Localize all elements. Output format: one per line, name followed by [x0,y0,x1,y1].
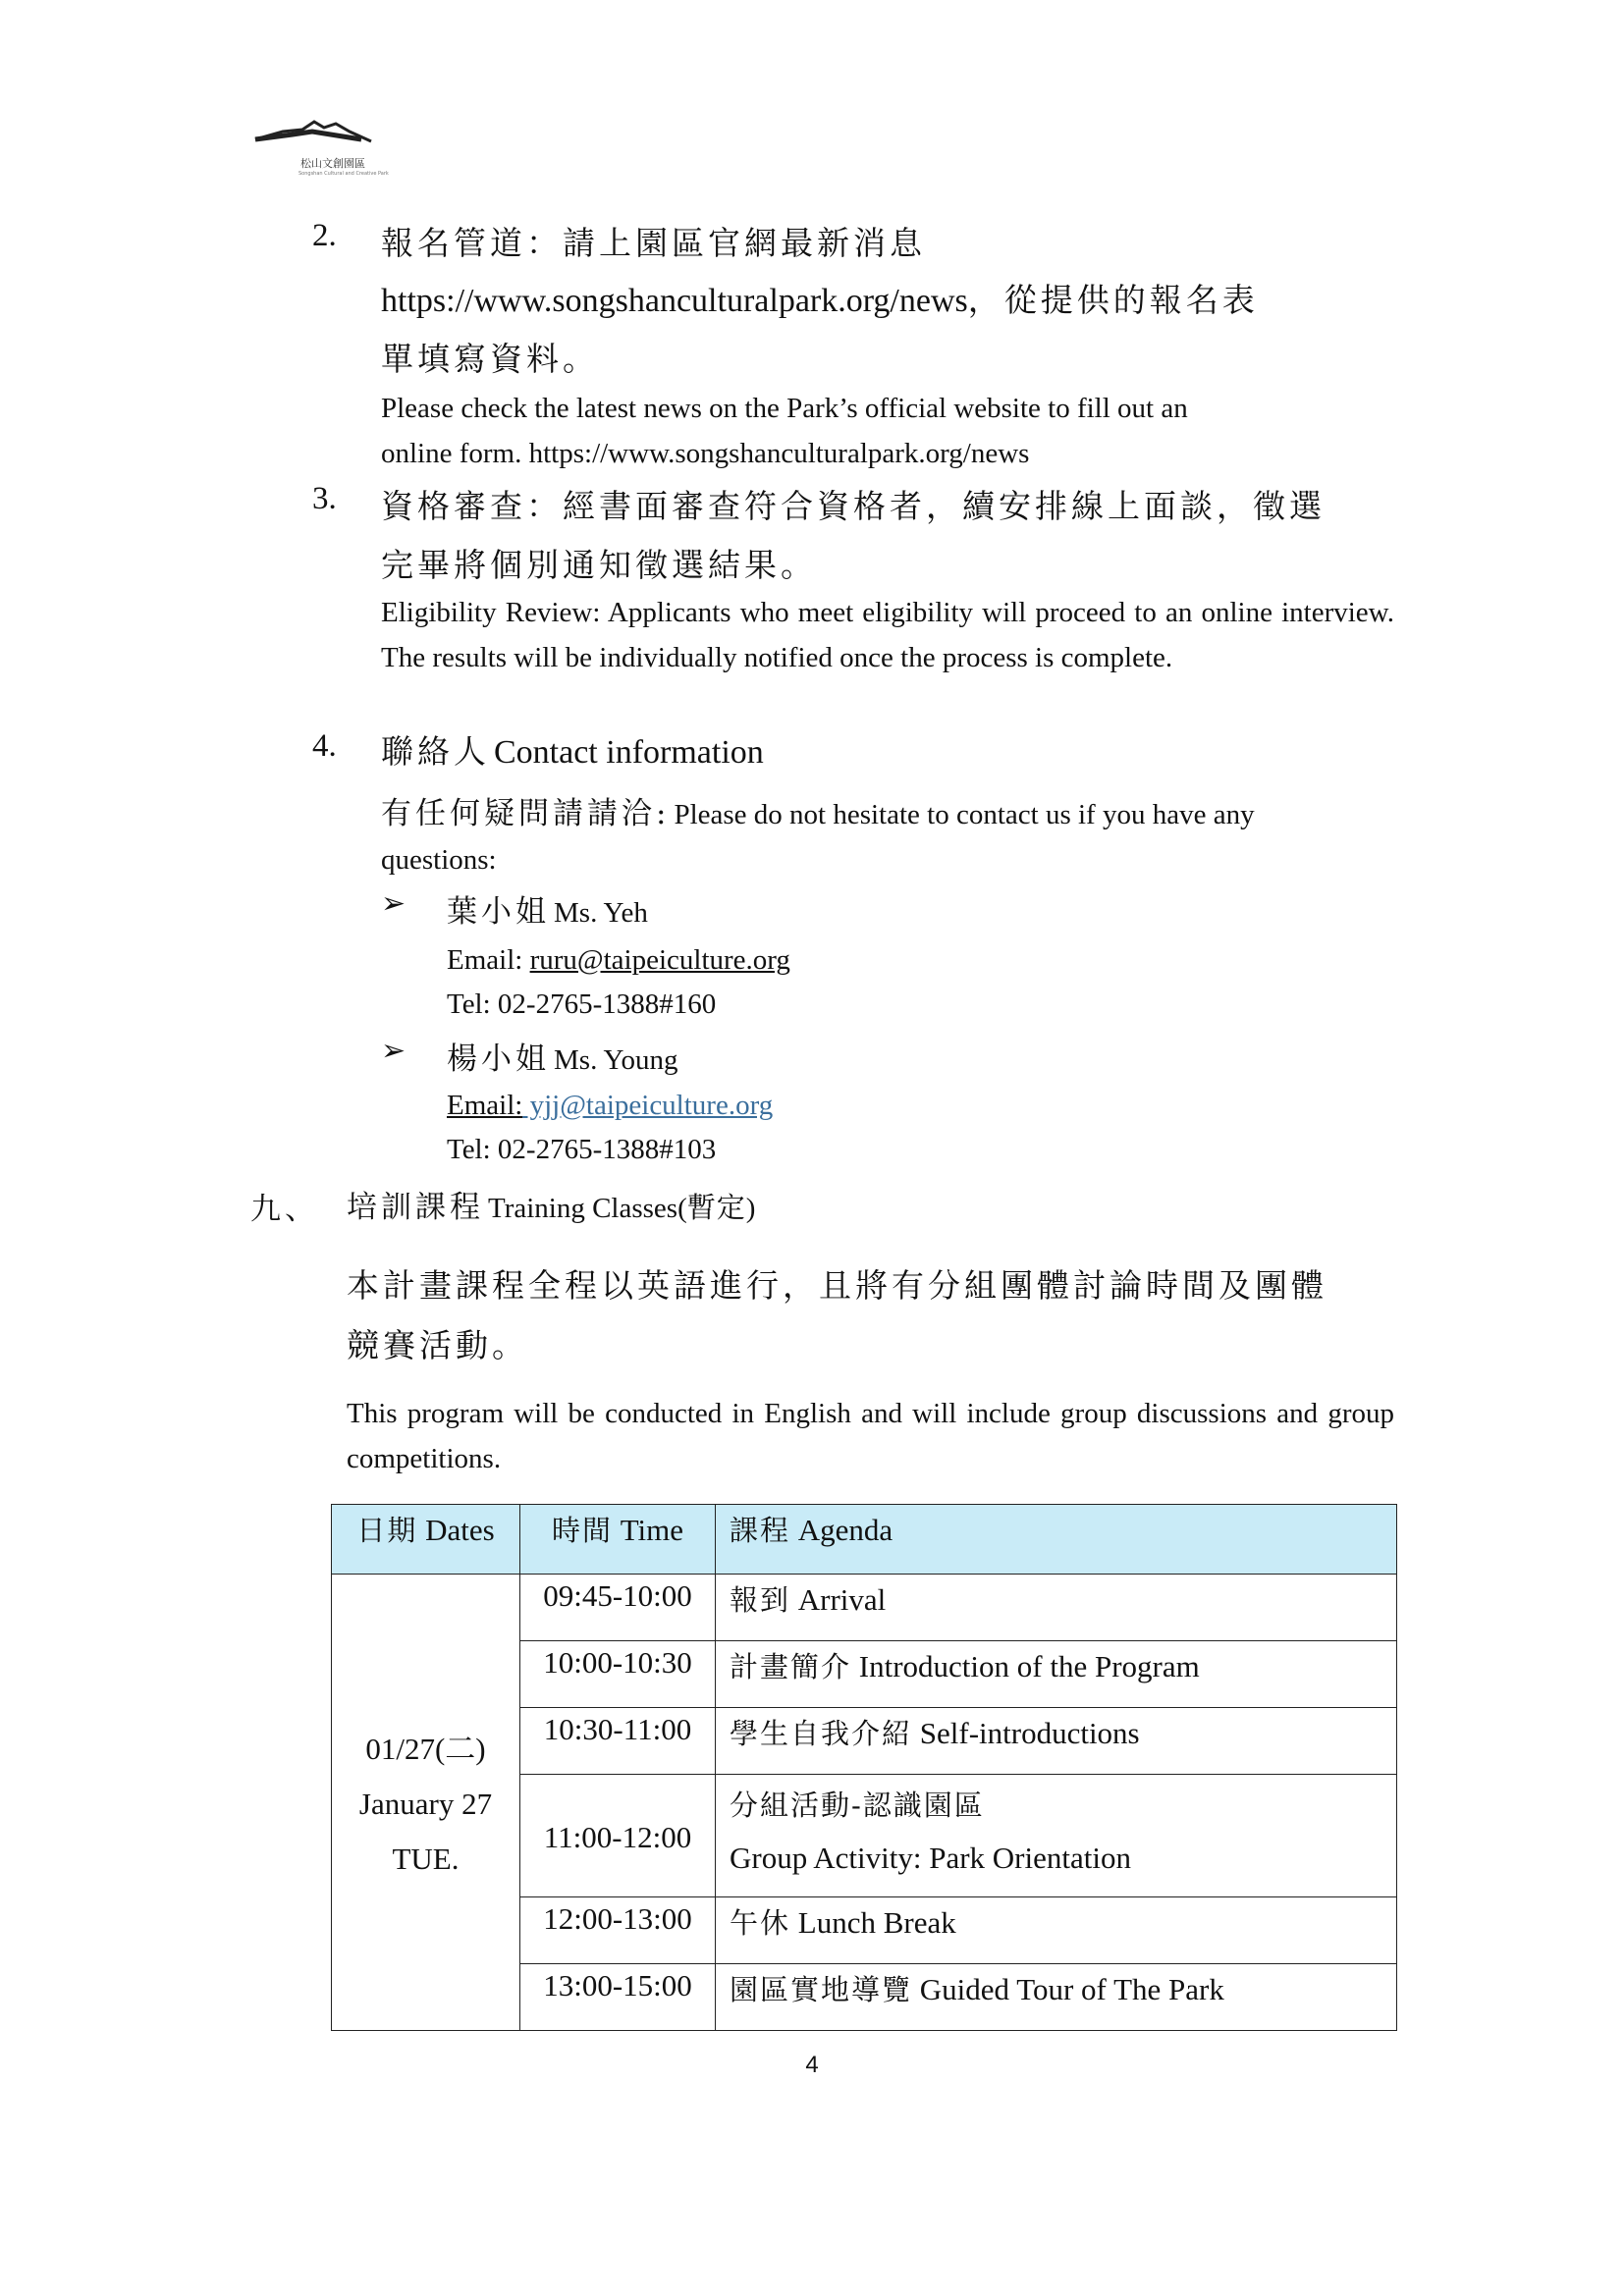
item2-number: 2. [312,218,337,253]
contact2-email-line [447,1083,773,1128]
agenda-zh: 分組活動-認識園區 [730,1789,985,1822]
item2-url-line [381,275,1259,321]
section9-title-tentative: 暫定 [686,1191,746,1224]
mountain-roof-icon [253,118,381,153]
date-cell [332,1575,520,2031]
item4-title-zh: 聯絡人 [381,732,490,771]
section9-para-zh-line1: 本計畫課程全程以英語進行，且將有分組團體討論時間及團體 [347,1266,1327,1305]
contact1-name-zh: 葉小姐 [447,894,550,930]
item2-url-line-zh: ，從提供的報名表 [967,281,1259,319]
contact1-bullet: ➢ [381,887,406,920]
contact2-name-zh: 楊小姐 [447,1041,550,1077]
time-cell: 10:30-11:00 [520,1708,716,1775]
time-cell: 11:00-12:00 [520,1775,716,1897]
item4-intro-en2: questions: [381,844,497,876]
agenda-cell: 計畫簡介 Introduction of the Program [716,1641,1397,1708]
item4-intro-en: Please do not hesitate to contact us if you have any [674,799,1255,830]
contact2-bullet: ➢ [381,1035,406,1067]
time-cell: 12:00-13:00 [520,1897,716,1964]
item4-number: 4. [312,728,337,764]
agenda-cell: 園區實地導覽 Guided Tour of The Park [716,1964,1397,2031]
agenda-en: Group Activity: Park Orientation [730,1841,1131,1875]
header-agenda: 課程 Agenda [716,1505,1397,1575]
item4-title-en: Contact information [494,734,764,771]
time-cell: 09:45-10:00 [520,1575,716,1641]
agenda-table [331,1504,1397,2031]
contact1-name [447,886,648,935]
page-number: 4 [805,2052,819,2078]
time-cell: 13:00-15:00 [520,1964,716,2031]
agenda-cell: 學生自我介紹 Self-introductions [716,1708,1397,1775]
contact1-name-en: Ms. Yeh [554,897,648,929]
section9-para-en: This program will be conducted in English and will include group discussions and group competitions. [347,1398,1394,1474]
section9-para-zh-line2: 競賽活動。 [347,1326,528,1364]
item2-en-line2: online form. https://www.songshanculturalpark.org/news [381,438,1030,469]
contact1-email-line [447,937,790,983]
item2-title: 報名管道：請上園區官網最新消息 [381,224,926,262]
contact2-email-label: Email: [447,1090,523,1121]
logo-text: 松山文創園區 [300,157,365,170]
item2-line3: 單填寫資料。 [381,340,599,378]
agenda-cell [716,1775,1397,1897]
section9-number: 九、 [250,1192,319,1227]
table-header-row [332,1505,1397,1575]
item4-intro-zh: 有任何疑問請請洽: [381,796,671,831]
contact2-name-en: Ms. Young [554,1044,678,1076]
contact1-tel: Tel: 02-2765-1388#160 [447,988,717,1020]
date-line1: 01/27(二) [365,1732,486,1766]
contact1-email-label: Email: [447,944,523,976]
time-cell: 10:00-10:30 [520,1641,716,1708]
section9-title-en: Training Classes( [488,1193,687,1224]
item4-intro [381,788,1255,837]
item2-en-line1: Please check the latest news on the Park’s official website to fill out an [381,393,1188,424]
section9-title-close: ) [745,1193,756,1224]
park-logo [253,118,389,179]
item3-line2: 完畢將個別通知徵選結果。 [381,546,817,584]
section9-title [347,1182,755,1231]
contact2-tel: Tel: 02-2765-1388#103 [447,1134,717,1165]
date-line2: January 27 [358,1787,493,1821]
item4-title [381,726,764,773]
agenda-cell: 午休 Lunch Break [716,1897,1397,1964]
logo-subtext: Songshan Cultural and Creative Park [298,171,389,177]
table-row [332,1575,1397,1641]
agenda-cell: 報到 Arrival [716,1575,1397,1641]
item3-line1: 資格審查：經書面審查符合資格者，續安排線上面談，徵選 [381,487,1326,525]
item3-number: 3. [312,481,337,516]
section9-title-zh: 培訓課程 [347,1190,484,1225]
contact2-email-link[interactable]: yjj@taipeiculture.org [522,1090,774,1121]
date-line3: TUE. [392,1842,460,1876]
item3-en-text: Eligibility Review: Applicants who meet eligibility will proceed to an online interview. The results will be individually notified once the process is complete. [381,597,1394,673]
header-dates: 日期 Dates [332,1505,520,1575]
item2-url[interactable]: https://www.songshanculturalpark.org/news [381,283,968,319]
contact2-name [447,1034,678,1083]
contact1-email-link[interactable]: ruru@taipeiculture.org [529,944,790,976]
header-time: 時間 Time [520,1505,716,1575]
